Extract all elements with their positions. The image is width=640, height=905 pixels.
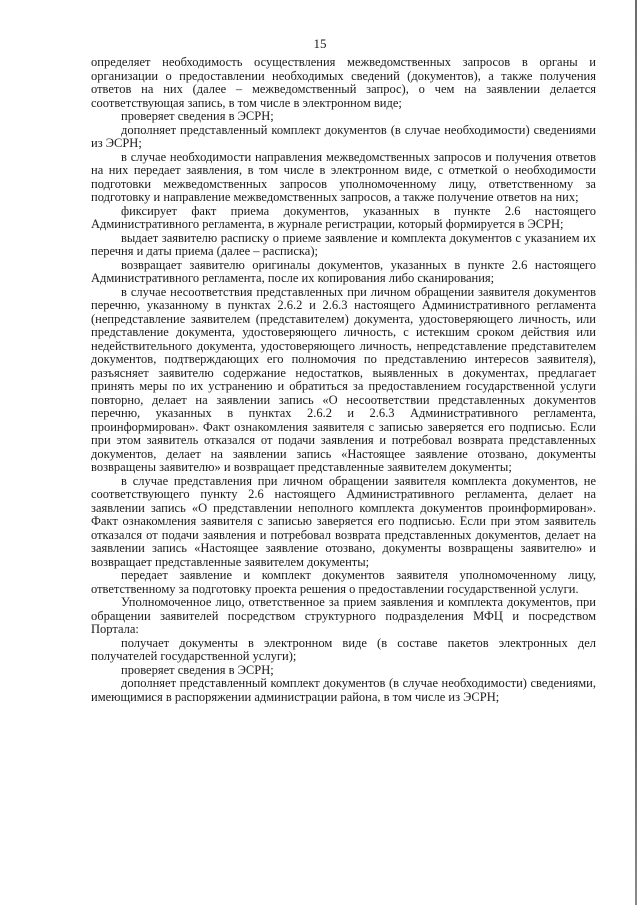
paragraph: дополняет представленный комплект документов (в случае необходимости) сведениями из ЭСРН; bbox=[91, 122, 596, 150]
paragraph: Уполномоченное лицо, ответственное за прием заявления и комплекта документов, при обращении заявителей посредством структурного подразделения МФЦ и посредством Портала: bbox=[91, 595, 596, 636]
scan-edge-shadow bbox=[635, 0, 637, 905]
paragraph: выдает заявителю расписку о приеме заявление и комплекта документов с указанием их перечня и даты приема (далее – расписка); bbox=[91, 230, 596, 258]
paragraph: получает документы в электронном виде (в составе пакетов электронных дел получателей государственной услуги); bbox=[91, 635, 596, 663]
paragraph: определяет необходимость осуществления межведомственных запросов в органы и организации о предоставлении необходимых сведений (документов), а также получения ответов на них (далее – межведомственный запрос), о чем на заявлении делается соответствующая запись, в том числе в электронном виде; bbox=[91, 55, 596, 110]
paragraph: передает заявление и комплект документов заявителя уполномоченному лицу, ответственному за подготовку проекта решения о предоставлении государственной услуги. bbox=[91, 568, 596, 596]
paragraph: возвращает заявителю оригиналы документов, указанных в пункте 2.6 настоящего Административного регламента, после их копирования либо сканирования; bbox=[91, 257, 596, 285]
paragraph: в случае необходимости направления межведомственных запросов и получения ответов на них передает заявления, в том числе в электронном виде, с отметкой о необходимости подготовки межведомственных запросов уполномоченному лицу, ответственному за подготовку и направление межведомственных запросов, а также получение ответов на них; bbox=[91, 149, 596, 204]
paragraph: в случае несоответствия представленных при личном обращении заявителя документов перечню, указанному в пунктах 2.6.2 и 2.6.3 настоящего Административного регламента (непредставление заявителем (представителем) документа, удостоверяющего личность, или представление документа, удостоверяющего личность, с истекшим сроком действия или недействительного документа, удостоверяющего личность, непредставление представителем документов, подтверждающих его полномочия по представлению интересов заявителя), разъясняет заявителю содержание недостатков, выявленных в документах, предлагает принять меры по их устранению и обратиться за предоставлением государственной услуги повторно, делает на заявлении запись «О несоответствии представленных документов перечню, указанных в пунктах 2.6.2 и 2.6.3 Административного регламента, проинформирован». Факт ознакомления заявителя с записью заверяется его подписью. Если при этом заявитель отказался от подачи заявления и потребовал возврата представленных документов, делает на заявлении запись «Настоящее заявление отозвано, документы возвращены заявителю» и возвращает представленные заявителем документы; bbox=[91, 284, 596, 474]
page-number: 15 bbox=[313, 36, 327, 51]
paragraph: проверяет сведения в ЭСРН; bbox=[121, 109, 274, 123]
paragraph: в случае представления при личном обращении заявителя комплекта документов, не соответствующего пункту 2.6 настоящего Административного регламента, делает на заявлении запись «О представлении неполного комплекта документов проинформирован». Факт ознакомления заявителя с записью заверяется его подписью. Если при этом заявитель отказался от подачи заявления и потребовал возврата представленных документов, делает на заявлении запись «Настоящее заявление отозвано, документы возвращены заявителю» и возвращает представленные заявителем документы; bbox=[91, 473, 596, 569]
document-body bbox=[91, 56, 596, 704]
paragraph: фиксирует факт приема документов, указанных в пункте 2.6 настоящего Административного регламента, в журнале регистрации, который формируется в ЭСРН; bbox=[91, 203, 596, 231]
paragraph: дополняет представленный комплект документов (в случае необходимости) сведениями, имеющимися в распоряжении администрации района, в том числе из ЭСРН; bbox=[91, 676, 596, 704]
paragraph: проверяет сведения в ЭСРН; bbox=[121, 662, 274, 677]
